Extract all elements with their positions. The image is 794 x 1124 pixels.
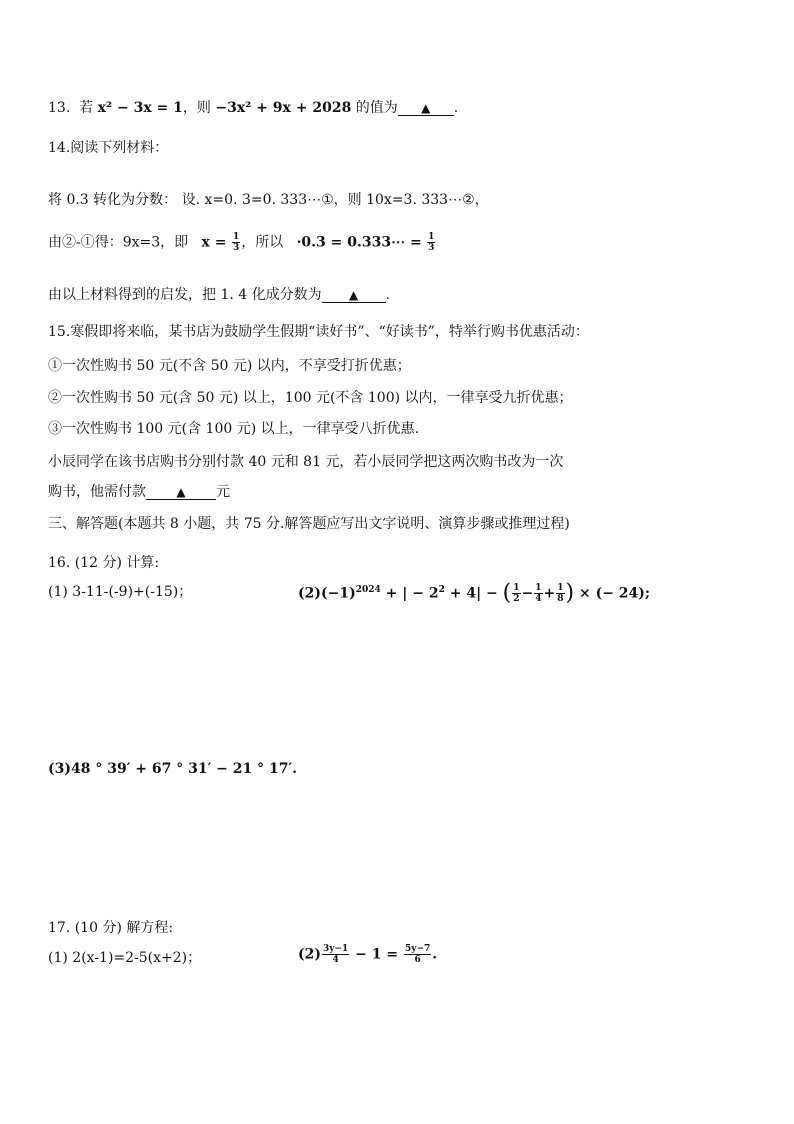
q15-title: 15.寒假即将来临，某书店为鼓励学生假期“读好书”、“好读书”，特举行购书优惠活动： [48, 324, 589, 340]
q15-line-b [48, 482, 230, 502]
q15-rule-3: ③一次性购书 100 元(含 100 元) 以上，一律享受八折优惠. [48, 421, 420, 437]
q13-prefix: 若 [79, 100, 94, 116]
question-13 [48, 98, 458, 118]
q14-line2 [48, 232, 436, 253]
q17-part-1: (1) 2(x-1)=2-5(x+2)； [48, 950, 202, 966]
q14-line3 [48, 285, 390, 305]
q13-end: . [453, 100, 459, 116]
q15-line-a: 小辰同学在该书店购书分别付款 40 元和 81 元，若小辰同学把这两次购书改为一次 [48, 454, 564, 470]
q14-title: 14.阅读下列材料： [48, 140, 169, 156]
q16-part-2: $(2)(-1)^{2024}$ + | − $2^2 + 4|$ − ( $\frac{1}{2}$ − $\frac{1}{4}$ + $\frac{1}{8}$ ) × (− 24); [298, 580, 651, 606]
q16-fraction-quarter: $\frac{1}{4}$ [535, 583, 542, 605]
q17-fraction-left: $\frac{3y-1}{4}$ [323, 944, 349, 965]
q17-fraction-right: $\frac{5y-7}{6}$ [405, 944, 431, 965]
q14-line2-b: ，所以 [241, 234, 284, 251]
q14-line2-x: x = [201, 234, 227, 251]
q15-rule-1: ①一次性购书 50 元(不含 50 元) 以内，不享受打折优惠； [48, 358, 411, 374]
q16-part-3: (3)48 ° 39′ + 67 ° 31′ − 21 ° 17′. [48, 761, 298, 777]
q16-part-1: (1) 3-11-(-9)+(-15)； [48, 584, 193, 600]
q13-then: ，则 [182, 100, 211, 116]
q14-fraction-2: $\frac{1}{3}$ [428, 232, 435, 253]
q17-header: 17. (10 分) 解方程: [48, 920, 174, 936]
q15-rule-2: ②一次性购书 50 元(含 50 元) 以上，100 元(不含 100) 以内，一律享受九折优惠； [48, 390, 573, 406]
q15-answer-blank: ▲ [146, 485, 216, 500]
q13-answer-blank: ▲ [398, 101, 454, 116]
q13-suffix: 的值为 [355, 100, 398, 116]
q16-fraction-eighth: $\frac{1}{8}$ [557, 583, 564, 605]
q13-number: 13. [48, 100, 71, 116]
q14-answer-blank: ▲ [322, 288, 386, 303]
section-3-title: 三、解答题(本题共 8 小题，共 75 分.解答题应写出文字说明、演算步骤或推理过程) [48, 516, 570, 532]
q17-part-2: (2) $\frac{3y-1}{4}$ − 1 = $\frac{5y-7}{6}$ . [298, 944, 438, 965]
q13-condition: x² − 3x = 1 [97, 100, 183, 116]
q15-unit: 元 [216, 484, 230, 500]
q15-line-b-text: 购书，他需付款 [48, 484, 146, 500]
q14-line2-c: ·0.3 = 0.333⋯ = [296, 234, 422, 251]
q14-line3-text: 由以上材料得到的启发，把 1. 4 化成分数为 [48, 287, 322, 303]
q14-line1: 将 0.3 转化为分数： 设. x=0. 3=0. 333⋯①，则 10x=3. 333⋯②， [48, 192, 489, 208]
q14-line2-a: 由②-①得：9x=3，即 [48, 234, 189, 251]
q16-header: 16. (12 分) 计算: [48, 555, 160, 571]
q14-line3-end: . [385, 287, 391, 303]
q13-expression: −3x² + 9x + 2028 [215, 100, 352, 116]
q16-fraction-half: $\frac{1}{2}$ [513, 583, 520, 605]
q14-fraction-1: $\frac{1}{3}$ [232, 232, 240, 253]
